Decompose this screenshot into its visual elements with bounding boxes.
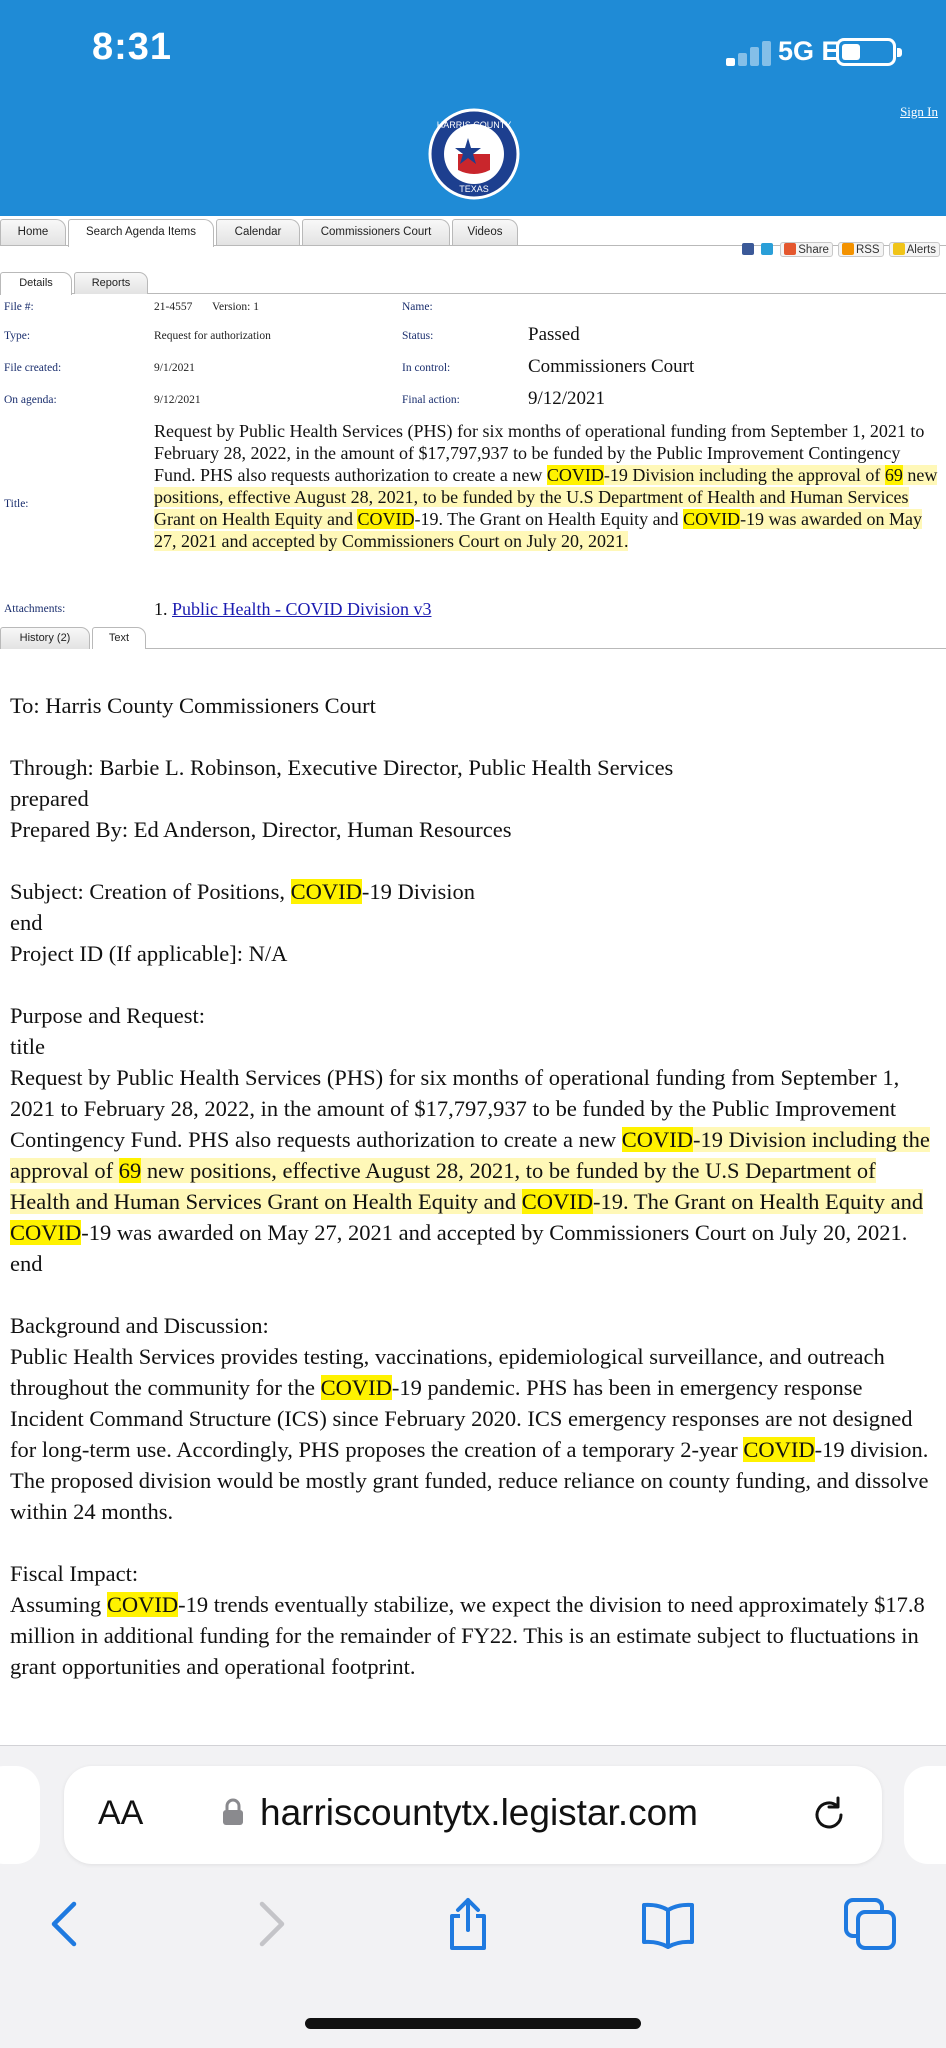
covid-highlight: COVID	[743, 1437, 815, 1462]
home-indicator[interactable]	[305, 2018, 641, 2029]
background-part: -19 division. The proposed division would be mostly grant funded, reduce reliance on county funding, and dissolve within 24 months.	[10, 1437, 929, 1524]
detail-tabs	[0, 270, 946, 294]
reader-options-button[interactable]: AA	[98, 1794, 144, 1832]
site-header	[0, 0, 946, 216]
title-marker: title	[10, 1034, 45, 1059]
number-highlight: 69	[118, 1158, 142, 1183]
background-part: Public Health Services provides testing, vaccinations, epidemiological surveillance, and outreach throughout the community for the	[10, 1344, 885, 1400]
in-control-value: Commissioners Court	[528, 356, 695, 377]
type-label: Type:	[4, 330, 31, 342]
tab-videos[interactable]: Videos	[452, 219, 518, 245]
spacer	[10, 845, 940, 876]
address-bar[interactable]	[64, 1766, 882, 1864]
network-label: 5G E	[778, 36, 840, 66]
tab-calendar[interactable]: Calendar	[216, 219, 300, 245]
share-bar	[742, 241, 940, 257]
svg-text:TEXAS: TEXAS	[459, 184, 489, 194]
subject-part: Subject: Creation of Positions,	[10, 879, 291, 904]
request-part: -19 Division including the approval of	[10, 1127, 930, 1183]
covid-highlight: COVID	[683, 509, 741, 529]
request-part: Request by Public Health Services (PHS) for six months of operational funding from September 1, 2021 to February 28, 2022, in the amount of $17,797,937 to be funded by the Public Improvement Contingency Fund. PHS also requests authorization to create a new	[10, 1065, 900, 1152]
name-label: Name:	[402, 301, 433, 313]
fiscal-part: -19 trends eventually stabilize, we expect the division to need approximately $17.8 million in additional funding for the remainder of FY22. This is an estimate subject to fluctuations in grant opportunities and operational footprint.	[10, 1592, 925, 1679]
fiscal-heading: Fiscal Impact:	[10, 1561, 139, 1586]
share-icon[interactable]	[440, 1896, 496, 1952]
signal-icon	[726, 38, 776, 66]
lock-icon	[222, 1798, 244, 1826]
tab-details[interactable]: Details	[0, 272, 72, 295]
covid-highlight: COVID	[546, 465, 604, 485]
share-icon-small	[784, 243, 796, 255]
title-part: -19 was awarded on May 27, 2021 and accepted by Commissioners Court on July 20, 2021.	[154, 509, 923, 551]
share-button[interactable]: Share	[780, 242, 833, 257]
covid-highlight: COVID	[521, 1189, 593, 1214]
attachment-index: 1.	[154, 599, 168, 619]
covid-highlight: COVID	[621, 1127, 693, 1152]
back-icon[interactable]	[38, 1896, 94, 1952]
tab-divider	[146, 648, 946, 649]
next-tab-peek[interactable]	[904, 1766, 946, 1864]
url-text[interactable]: harriscountytx.legistar.com	[260, 1792, 699, 1833]
spacer	[10, 969, 940, 1000]
twitter-icon[interactable]	[761, 243, 773, 255]
file-created-label: File created:	[4, 362, 62, 374]
attachment-item	[154, 599, 431, 620]
tab-text[interactable]: Text	[92, 627, 146, 649]
svg-text:HARRIS COUNTY: HARRIS COUNTY	[436, 120, 512, 130]
title-part: new positions, effective August 28, 2021, to be funded by the U.S Department of Health and Human Services Grant on Health Equity and	[154, 465, 938, 529]
on-agenda-value: 9/12/2021	[154, 394, 201, 406]
spacer	[10, 1527, 940, 1558]
final-action-value: 9/12/2021	[528, 388, 606, 409]
title-part: Request by Public Health Services (PHS) for six months of operational funding from September 1, 2021 to February 28, 2022, in the amount of $17,797,937 to be funded by the Public Improvement Contingency Fund. PHS also requests authorization to create a new	[154, 421, 925, 485]
end-marker: end	[10, 910, 43, 935]
file-number: 21-4557	[154, 301, 193, 313]
request-paragraph	[10, 1062, 940, 1248]
file-number-label: File #:	[4, 301, 34, 313]
on-agenda-label: On agenda:	[4, 394, 57, 406]
request-part: -19 was awarded on May 27, 2021 and accepted by Commissioners Court on July 20, 2021.	[81, 1220, 908, 1245]
tab-reports[interactable]: Reports	[74, 272, 148, 294]
spacer	[10, 1279, 940, 1310]
browser-bottom-bar	[0, 1745, 946, 2048]
subject-line	[10, 876, 940, 907]
fiscal-paragraph	[10, 1589, 940, 1682]
attachments-label: Attachments:	[4, 603, 66, 615]
tabs-icon[interactable]	[842, 1896, 898, 1952]
title-part: -19 Division including the approval of	[603, 465, 885, 485]
prepared-by-line: Prepared By: Ed Anderson, Director, Human Resources	[10, 817, 512, 842]
version: Version: 1	[212, 301, 259, 313]
background-part: -19 pandemic. PHS has been in emergency response Incident Command Structure (ICS) since February 2020. ICS emergency responses are not designed for long-term use. Accordingly, PHS proposes the creation of a temporary 2-year	[10, 1375, 913, 1462]
attachment-link[interactable]: Public Health - COVID Division v3	[172, 599, 432, 619]
type-value: Request for authorization	[154, 330, 271, 342]
fiscal-part: Assuming	[10, 1592, 107, 1617]
title-part: -19. The Grant on Health Equity and	[414, 509, 684, 529]
covid-highlight: COVID	[357, 509, 415, 529]
prepared-line: prepared	[10, 786, 89, 811]
county-seal-icon	[428, 108, 520, 200]
sign-in-link[interactable]: Sign In	[900, 104, 938, 119]
spacer	[10, 721, 940, 752]
request-part: -19. The Grant on Health Equity and	[592, 1189, 924, 1214]
reload-icon[interactable]	[808, 1794, 850, 1836]
to-line: To: Harris County Commissioners Court	[10, 693, 376, 718]
end-marker: end	[10, 1251, 43, 1276]
final-action-label: Final action:	[402, 394, 460, 406]
facebook-icon[interactable]	[742, 243, 754, 255]
tab-history[interactable]: History (2)	[0, 627, 90, 649]
covid-highlight: COVID	[106, 1592, 179, 1617]
tab-search-agenda-items[interactable]: Search Agenda Items	[68, 219, 214, 247]
file-created-value: 9/1/2021	[154, 362, 195, 374]
history-tabs	[0, 625, 946, 651]
tab-commissioners-court[interactable]: Commissioners Court	[302, 219, 450, 245]
title-text	[154, 420, 940, 552]
purpose-heading: Purpose and Request:	[10, 1003, 205, 1028]
tab-home[interactable]: Home	[0, 219, 66, 245]
battery-icon	[836, 38, 896, 66]
title-label: Title:	[4, 498, 29, 510]
through-line: Through: Barbie L. Robinson, Executive Director, Public Health Services	[10, 755, 674, 780]
status-time: 8:31	[92, 26, 173, 68]
alerts-button[interactable]: Alerts	[889, 242, 940, 257]
alerts-icon	[893, 243, 905, 255]
previous-tab-peek[interactable]	[0, 1766, 40, 1864]
project-id-line: Project ID (If applicable]: N/A	[10, 941, 288, 966]
bookmarks-icon[interactable]	[640, 1896, 696, 1952]
request-part: new positions, effective August 28, 2021, to be funded by the U.S Department of Health and Human Services Grant on Health Equity and	[10, 1158, 876, 1214]
covid-highlight: COVID	[320, 1375, 392, 1400]
rss-button[interactable]: RSS	[838, 242, 884, 257]
covid-highlight: COVID	[290, 879, 362, 904]
background-heading: Background and Discussion:	[10, 1313, 269, 1338]
forward-icon[interactable]	[242, 1896, 298, 1952]
background-paragraph	[10, 1341, 940, 1527]
status-value: Passed	[528, 324, 580, 345]
number-highlight: 69	[884, 465, 903, 485]
document-text	[10, 690, 940, 1682]
covid-highlight: COVID	[10, 1220, 82, 1245]
in-control-label: In control:	[402, 362, 451, 374]
status-label: Status:	[402, 330, 434, 342]
subject-part: -19 Division	[361, 879, 476, 904]
rss-icon	[842, 243, 854, 255]
